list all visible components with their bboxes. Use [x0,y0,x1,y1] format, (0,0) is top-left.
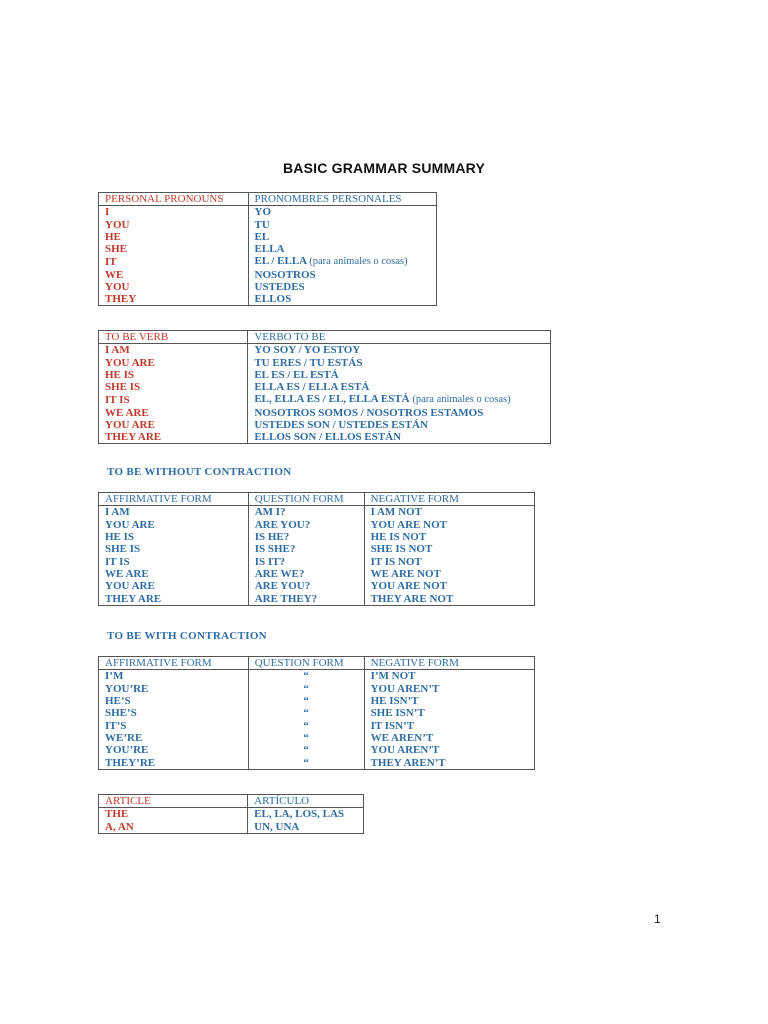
table-row [99,719,535,731]
cell-text: EL / ELLA [254,255,307,268]
table-row [99,683,535,695]
table-cell [99,707,249,719]
cell-note: (para animales o cosas) [412,394,511,406]
cell-text: THEY ARE [105,592,162,605]
table-cell [99,531,249,543]
table-header-row [99,493,535,506]
table-row [99,419,551,431]
cell-text: I’M [105,670,124,683]
cell-text: HE IS [105,531,135,544]
cell-text: “ [303,756,309,769]
table-cell [364,580,534,592]
cell-text: WE ARE NOT [370,567,441,580]
cell-text: YOU ARE [105,418,155,431]
table-row [99,206,437,219]
table-cell [99,732,249,744]
column-header: ARTÍCULO [248,795,364,808]
cell-text: TU [254,218,270,231]
table-row [99,243,437,255]
page-title: BASIC GRAMMAR SUMMARY [282,160,485,176]
table-cell [99,381,248,393]
table-cell [248,206,436,219]
table-cell [248,431,551,444]
table-row [99,293,437,306]
table-cell [248,821,364,834]
cell-text: UN, UNA [254,820,300,833]
cell-text: THEY [105,293,137,306]
article-table [98,794,364,834]
table-cell [248,683,364,695]
table-cell [99,821,248,834]
table-row [99,255,437,268]
table-cell [364,592,534,605]
cell-text: YOU ARE [105,356,155,369]
cell-text: YOU AREN’T [370,744,440,757]
cell-text: THEY ARE NOT [370,592,454,605]
table-row [99,281,437,293]
table-cell [99,580,249,592]
table-cell [364,707,534,719]
table-cell [364,670,534,683]
table-cell [248,756,364,769]
column-header: NEGATIVE FORM [364,657,534,670]
table-cell [99,357,248,369]
table-cell [99,744,249,756]
cell-text: IT IS [105,393,130,406]
column-header: AFFIRMATIVE FORM [99,657,249,670]
cell-text: ARE WE? [254,567,305,580]
cell-text: HE [105,231,121,244]
cell-text: SHE [105,243,128,256]
cell-note: (para animales o cosas) [309,256,408,268]
table-row [99,406,551,418]
cell-text: YOU [105,280,130,293]
cell-text: ELLA [254,243,285,256]
cell-text: A, AN [105,820,134,833]
table-cell [248,419,551,431]
column-header: PERSONAL PRONOUNS [99,193,249,206]
table-cell [248,568,364,580]
table-row [99,381,551,393]
without-contraction-heading: TO BE WITHOUT CONTRACTION [107,466,292,478]
table-cell [248,268,436,280]
cell-text: YOU ARE NOT [370,580,447,593]
table-cell [248,243,436,255]
cell-text: ARE YOU? [254,518,311,531]
cell-text: I’M NOT [370,670,416,683]
cell-text: YOU [105,218,130,231]
table-cell [248,744,364,756]
cell-text: HE’S [105,695,131,708]
table-row [99,695,535,707]
cell-text: ARE YOU? [254,580,311,593]
cell-text: SHE IS NOT [370,543,433,556]
table-cell [99,519,249,531]
table-cell [248,531,364,543]
cell-text: USTEDES [254,280,305,293]
cell-text: THE [105,808,129,821]
cell-text: “ [303,719,309,732]
cell-text: I AM [105,506,130,519]
table-cell [99,670,249,683]
table-row [99,732,535,744]
cell-text: IT IS NOT [370,555,422,568]
table-cell [99,255,249,268]
table-cell [364,519,534,531]
table-cell [248,580,364,592]
table-row [99,219,437,231]
table-row [99,369,551,381]
cell-text: “ [303,682,309,695]
table-row [99,580,535,592]
table-cell [248,707,364,719]
table-cell [99,293,249,306]
table-row [99,592,535,605]
cell-text: I [105,206,110,219]
table-cell [99,431,248,444]
cell-text: IT’S [105,719,127,732]
table-row [99,531,535,543]
cell-text: SHE’S [105,707,137,720]
cell-text: IT [105,255,117,268]
with-contraction-heading: TO BE WITH CONTRACTION [107,630,267,642]
table-cell [248,543,364,555]
table-cell [99,506,249,519]
cell-text: “ [303,670,309,683]
cell-text: YOU AREN’T [370,682,440,695]
table-cell [248,293,436,306]
table-cell [248,281,436,293]
cell-text: “ [303,731,309,744]
table-row [99,519,535,531]
cell-text: YO SOY / YO ESTOY [254,344,361,357]
table-cell [99,756,249,769]
cell-text: YOU ARE [105,518,155,531]
table-row [99,707,535,719]
table-header-row [99,331,551,344]
table-cell [99,369,248,381]
cell-text: I AM [105,344,130,357]
cell-text: EL, ELLA ES / EL, ELLA ESTÁ [254,393,410,406]
table-cell [99,406,248,418]
cell-text: NOSOTROS [254,268,316,281]
cell-text: YOU ARE NOT [370,518,447,531]
table-cell [99,592,249,605]
table-cell [99,719,249,731]
table-cell [248,592,364,605]
cell-text: IS SHE? [254,543,296,556]
table-cell [248,381,551,393]
table-cell [364,683,534,695]
cell-text: HE IS NOT [370,531,427,544]
table-cell [99,281,249,293]
cell-text: TU ERES / TU ESTÁS [254,356,363,369]
cell-text: WE’RE [105,731,143,744]
table-row [99,555,535,567]
table-cell [364,531,534,543]
cell-text: “ [303,695,309,708]
cell-text: IT ISN’T [370,719,415,732]
table-row [99,568,535,580]
table-cell [248,732,364,744]
table-cell [248,555,364,567]
table-cell [248,719,364,731]
table-cell [364,568,534,580]
cell-text: NOSOTROS SOMOS / NOSOTROS ESTAMOS [254,406,484,419]
cell-text: WE ARE [105,567,149,580]
table-cell [99,344,248,357]
cell-text: AM I? [254,506,286,519]
cell-text: YO [254,206,272,219]
table-cell [364,756,534,769]
table-row [99,431,551,444]
table-header-row [99,795,364,808]
table-cell [248,808,364,821]
table-row [99,808,364,821]
table-row [99,231,437,243]
table-cell [99,808,248,821]
table-row [99,670,535,683]
cell-text: EL [254,231,270,244]
with-contraction-table [98,656,535,770]
cell-text: SHE IS [105,381,141,394]
table-cell [248,670,364,683]
table-cell [248,231,436,243]
cell-text: EL ES / EL ESTÁ [254,369,339,382]
table-cell [248,357,551,369]
cell-text: IT IS [105,555,130,568]
table-cell [364,744,534,756]
cell-text: YOU’RE [105,744,149,757]
table-cell [248,695,364,707]
table-cell [248,393,551,406]
cell-text: IS IT? [254,555,285,568]
table-cell [248,519,364,531]
table-row [99,744,535,756]
table-cell [99,568,249,580]
table-header-row [99,657,535,670]
cell-text: HE IS [105,369,135,382]
cell-text: THEY AREN’T [370,756,446,769]
cell-text: ELLOS SON / ELLOS ESTÁN [254,431,402,444]
table-row [99,756,535,769]
table-cell [99,219,249,231]
table-row [99,821,364,834]
table-cell [99,555,249,567]
cell-text: HE ISN’T [370,695,419,708]
cell-text: ELLOS [254,293,292,306]
table-cell [99,543,249,555]
table-cell [364,719,534,731]
column-header: PRONOMBRES PERSONALES [248,193,436,206]
table-cell [248,406,551,418]
personal-pronouns-table [98,192,437,306]
table-cell [99,419,248,431]
table-cell [364,555,534,567]
cell-text: ARE THEY? [254,592,318,605]
table-cell [99,268,249,280]
table-row [99,543,535,555]
cell-text: I AM NOT [370,506,422,519]
table-row [99,357,551,369]
cell-text: THEY ARE [105,431,162,444]
cell-text: YOU ARE [105,580,155,593]
table-cell [99,231,249,243]
cell-text: EL, LA, LOS, LAS [254,808,345,821]
cell-text: THEY’RE [105,756,156,769]
cell-text: WE [105,268,124,281]
table-row [99,268,437,280]
table-cell [99,206,249,219]
table-cell [99,695,249,707]
column-header: TO BE VERB [99,331,248,344]
cell-text: ELLA ES / ELLA ESTÁ [254,381,370,394]
cell-text: IS HE? [254,531,290,544]
table-cell [364,506,534,519]
table-header-row [99,193,437,206]
cell-text: WE AREN’T [370,731,434,744]
column-header: QUESTION FORM [248,657,364,670]
table-cell [364,732,534,744]
table-cell [99,393,248,406]
column-header: VERBO TO BE [248,331,551,344]
table-cell [248,255,436,268]
column-header: QUESTION FORM [248,493,364,506]
column-header: NEGATIVE FORM [364,493,534,506]
table-row [99,506,535,519]
without-contraction-table [98,492,535,606]
table-cell [248,506,364,519]
to-be-verb-table [98,330,551,444]
table-cell [248,369,551,381]
cell-text: SHE IS [105,543,141,556]
table-cell [248,219,436,231]
cell-text: YOU’RE [105,682,149,695]
page-number: 1 [654,912,661,926]
column-header: ARTICLE [99,795,248,808]
cell-text: “ [303,744,309,757]
table-row [99,344,551,357]
table-cell [364,695,534,707]
table-cell [99,243,249,255]
column-header: AFFIRMATIVE FORM [99,493,249,506]
cell-text: SHE ISN’T [370,707,425,720]
table-cell [364,543,534,555]
cell-text: “ [303,707,309,720]
cell-text: WE ARE [105,406,149,419]
table-cell [248,344,551,357]
table-cell [99,683,249,695]
table-row [99,393,551,406]
cell-text: USTEDES SON / USTEDES ESTÁN [254,418,428,431]
